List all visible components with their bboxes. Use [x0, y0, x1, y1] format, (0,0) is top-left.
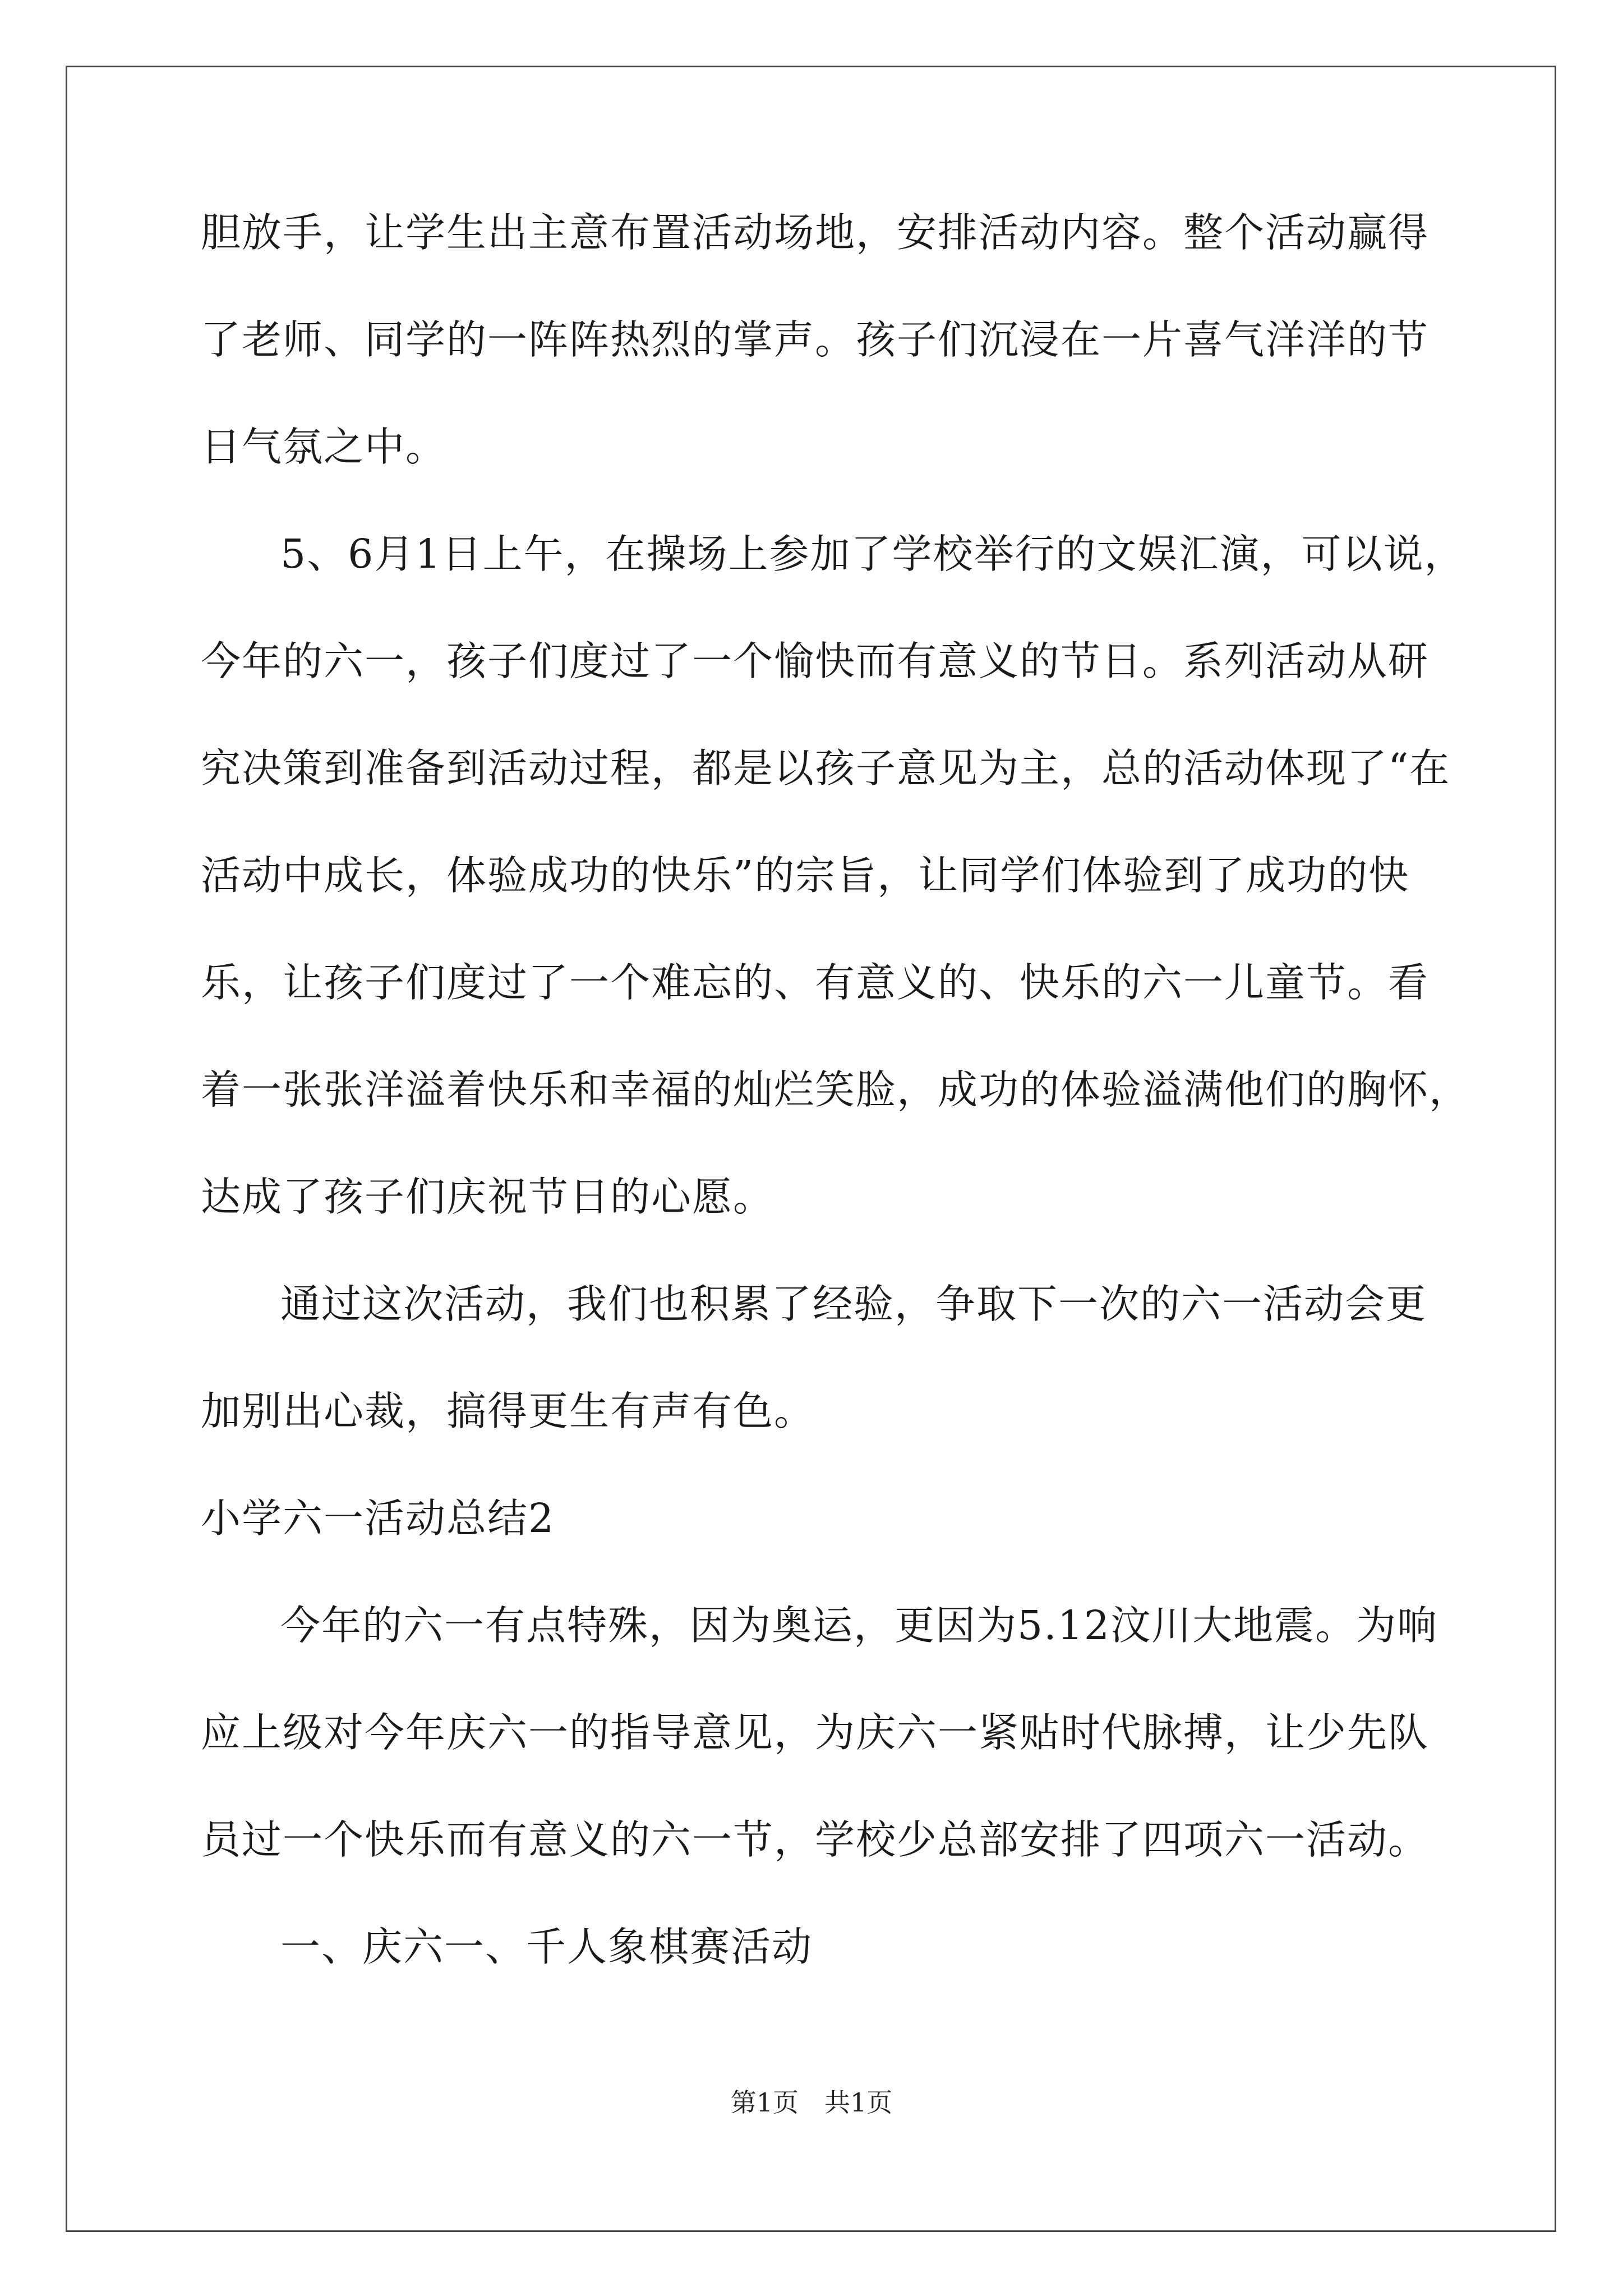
paragraph-line: 达成了孩子们庆祝节日的心愿。 [201, 1174, 774, 1220]
page-border [66, 66, 1556, 2232]
paragraph-line: 加别出心裁，搞得更生有声有色。 [201, 1388, 815, 1434]
paragraph-line: 应上级对今年庆六一的指导意见，为庆六一紧贴时代脉搏，让少先队 [201, 1709, 1430, 1756]
paragraph-line: 究决策到准备到活动过程，都是以孩子意见为主，总的活动体现了“在 [201, 745, 1451, 792]
paragraph-line: 了老师、同学的一阵阵热烈的掌声。孩子们沉浸在一片喜气洋洋的节 [201, 316, 1430, 363]
paragraph-line: 通过这次活动，我们也积累了经验，争取下一次的六一活动会更 [280, 1281, 1427, 1327]
paragraph-line: 乐，让孩子们度过了一个难忘的、有意义的、快乐的六一儿童节。看 [201, 959, 1430, 1006]
paragraph-line: 今年的六一，孩子们度过了一个愉快而有意义的节日。系列活动从研 [201, 638, 1430, 684]
paragraph-line: 活动中成长，体验成功的快乐”的宗旨，让同学们体验到了成功的快 [201, 852, 1410, 899]
subheading-line: 一、庆六一、千人象棋赛活动 [280, 1924, 813, 1970]
paragraph-line: 胆放手，让学生出主意布置活动场地，安排活动内容。整个活动赢得 [201, 209, 1430, 256]
paragraph-line: 今年的六一有点特殊，因为奥运，更因为5.12汶川大地震。为响 [280, 1602, 1438, 1649]
section-heading: 小学六一活动总结2 [201, 1495, 555, 1542]
paragraph-line: 5、6月1日上午，在操场上参加了学校举行的文娱汇演，可以说， [280, 531, 1465, 577]
paragraph-line: 着一张张洋溢着快乐和幸福的灿烂笑脸，成功的体验溢满他们的胸怀， [201, 1066, 1470, 1113]
page-number-footer: 第1页 共1页 [730, 2087, 893, 2118]
paragraph-line: 员过一个快乐而有意义的六一节，学校少总部安排了四项六一活动。 [201, 1816, 1430, 1863]
paragraph-line: 日气氛之中。 [201, 424, 447, 470]
